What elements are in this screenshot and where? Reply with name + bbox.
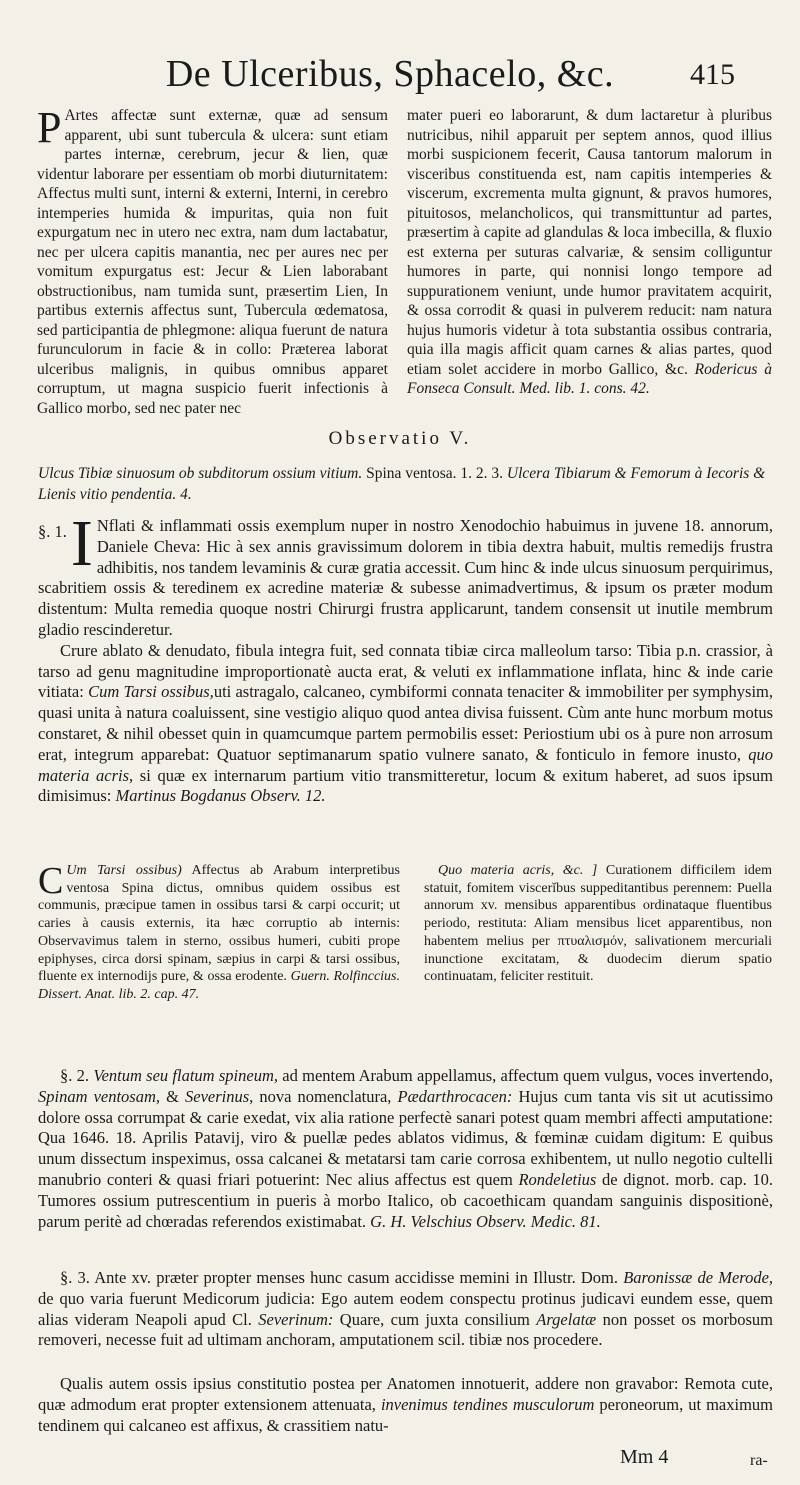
italic-run: Baronissæ de Merode,: [623, 1268, 774, 1287]
top-right-paragraph: [407, 106, 772, 399]
top-left-paragraph: [37, 103, 388, 418]
text-run: ad mentem Arabum appellamus, affectum quem vulgus, voces invertendo,: [282, 1066, 774, 1085]
section-2: [38, 1066, 773, 1232]
italic-run: invenimus tendines musculorum: [380, 1394, 595, 1414]
text-run: de quo varia fuerunt Medicorum judicia: Ego autem eodem conspectu protinus judicavi eundem esse, quem alias videram Neapoli apud Cl.: [38, 1288, 773, 1329]
drop-cap-initial: P: [37, 103, 62, 152]
note-citation: Guern. Rolfinccius. Dissert. Anat. lib. 2. cap. 47.: [38, 969, 401, 1002]
text-run: de dignot. morb. cap. 10. Tumores ossium putrescentium in pueris à morbo Italico, ob cacoethicam quandam sanguinis dispositionè, parum peritè ad chœradas referendos existimabat.: [38, 1169, 774, 1231]
note-text: Curationem difficilem idem statuit, fomitem viscerĭbus suppeditantibus perennem: Puella annorum xv. mensibus apparentibus ordinataque fluentibus periodo, restituta: Aliam mensibus licet apparentibus, non habentem melius per πτυαλισμόν, salivationem mercuriali inunctione excitatam, & duodecim dierum spatio continuatam, feliciter restituit.: [424, 863, 773, 985]
section-divider: [38, 1054, 772, 1055]
section-marker: §. 3.: [60, 1268, 90, 1287]
note-left-column: [38, 862, 400, 1004]
text-run: Crure ablato & denudato, fibula integra fuit, sed connata tibiæ circa malleolum tarso: Tibia p.n. crassior, à tarso ad genu magnitudine improportionatè aucta erat, & veluti ex inflammatione inflata, hinc & inde carie vitiata:: [38, 640, 773, 702]
italic-run: Severinum:: [258, 1309, 334, 1329]
section-4: [38, 1374, 773, 1436]
observation-heading: Observatio V.: [328, 428, 472, 449]
drop-cap-initial: C: [38, 860, 64, 902]
italic-run: Argelatæ: [536, 1309, 597, 1329]
italic-run: Spinam ventosam,: [38, 1086, 161, 1106]
top-left-column: [37, 103, 388, 418]
text-run: peroneorum, ut maximum tendinem qui calcaneo est affixus, & crassitiem natu-: [38, 1394, 773, 1435]
note-right-paragraph: [424, 862, 772, 986]
text-run: non posset os morbosum removeri, necesse fuit ad ultimam anchoram, amputationem scil. tibiæ nos procedere.: [38, 1309, 773, 1350]
note-text: Affectus ab Arabum interpretibus ventosa Spina dictus, omnibus quidem ossibus est communis, præcipue tamen in ossibus tarsi & carpi occurit; ut caries à causis externis, ita hæc corruptio ab internis: Observavimus talem in sterno, ossibus humeri, cubiti prope epiphyses, circa dorsi spinam, sæpius in carpi & tarsi ossibus, fluente ex internodijs pure, & ossa erodente.: [38, 863, 401, 985]
section-1-paragraph-1: [38, 507, 773, 641]
section-2-paragraph: [38, 1066, 773, 1232]
note-right-column: [424, 862, 772, 986]
note-lemma: Quo materia acris, &c. ]: [438, 863, 598, 878]
section-1: [38, 507, 774, 807]
section-marker: §. 1.: [38, 522, 67, 541]
text-run: Hujus cum tanta vis sit ut acutissimo dolore ossa corrumpat & carie exedat, vix alia ratione perfectè sanari potest quam membri affecti amputatione: Qua 1646. 18. Aprilis Patavij, viro & puellæ pedes ablatos vidimus, & fœminæ cuidam digitum: E quibus unum dissectum inspeximus, ossa calcanei & metatarsi tam carie corrosa exhibentem, ut nullo negotio cultelli manubrio conteri & quasi friari potuerint: Nec alius affectus est quem: [38, 1086, 774, 1189]
citation: G. H. Velschius Observ. Medic. 81.: [370, 1211, 601, 1231]
drop-cap-initial: I: [70, 507, 93, 580]
signature-mark: Mm 4: [620, 1446, 669, 1468]
text-run: Quare, cum juxta consilium: [339, 1309, 530, 1329]
catchword: ra-: [750, 1452, 768, 1469]
text-run: &: [166, 1086, 179, 1106]
summary-item-3: Ulcera Tibiarum & Femorum à Iecoris & Lienis vitio pendentia. 4.: [38, 465, 766, 503]
top-right-column: [407, 106, 772, 399]
top-right-text: mater pueri eo laborarunt, & dum lactaretur à pluribus nutricibus, nihil apparuit per septem annos, quod illius morbi suspicionem fecerit, Causa tantorum malorum in visceribus constituenda est, nam capitis intemperies & viscerum, excrementa multa gignunt, & pravos humores, pituitosos, melancholicos, qui transmittuntur ad partes, præsertim à capite ad glandulas & loca imbecilla, & fluxio est externa per suturas calvariæ, & sensim colliguntur humores in parte, qui nonnisi longo tempore ad suppurationem veniunt, unde humor pravitatem acquirit, & ossa corrodit & quasi in pulverem reducit: nam natura hujus humoris videtur à tota substantia ossibus contraria, quia illa magis afficit quam carnes & alias partes, quod etiam solet accidere in morbo Gallico, &c.: [407, 107, 772, 378]
text-run: nova nomenclatura,: [259, 1086, 392, 1106]
section-1-text: Nflati & inflammati ossis exemplum nuper in nostro Xenodochio habuimus in juvene 18. annorum, Daniele Cheva: Hic à sex annis gravissimum dolorem in tibia dextra habuit, multis remedijs frustra adhibitis, nos tandem levaminis & curæ gratia accessit. Cum hinc & inde ulcus sinuosum perquirimus, scabritiem ossis & teredinem ex acredine materiæ & subesse animadvertimus, & ipsum os præter modum distentum: Multa remedia quoque nostri Chirurgi frustra applicarunt, tandem consensit ut inutile membrum gladio rescinderetur.: [38, 516, 773, 639]
note-lemma: Um Tarsi ossibus): [66, 863, 182, 878]
italic-run: Pædarthrocacen:: [397, 1086, 513, 1106]
top-right-citation: Rodericus à Fonseca Consult. Med. lib. 1. cons. 42.: [407, 360, 772, 397]
summary-item-1: Ulcus Tibiæ sinuosum ob subditorum ossium vitium.: [38, 465, 363, 482]
italic-run: Severinus,: [185, 1086, 254, 1106]
italic-run: Ventum seu flatum spineum,: [93, 1066, 278, 1085]
italic-run: Rondeletius: [518, 1169, 597, 1189]
observation-summary: [38, 463, 773, 505]
italic-run: Cum Tarsi ossibus,: [88, 682, 214, 702]
top-left-text: Artes affectæ sunt externæ, quæ ad sensum apparent, ubi sunt tubercula & ulcera: sunt etiam partes internæ, cerebrum, jecur & lien, quæ videntur laborare per essentiam ob morbi diuturnitatem: Affectus multi sunt, interni & externi, Interni, in cerebro intemperies humida & impuritas, quia non fuit expurgatum nec in utero nec extra, nam dum lactabatur, nec per ulcera capitis manantia, nec per aures nec per vomitum expurgatus est: Jecur & Lien laborabant obstructionibus, nam tumida sunt, præsertim Lien, In partibus externis affectus sunt, Tubercula œdematosa, sed participantia de phlegmone: aliqua fuerunt de natura furunculorum in facie & in collo: Præterea laborat ulceribus malignis, in quibus omnibus apparet corruptum, ut magna suspicio fuerit infectionis à Gallico morbo, sed nec pater nec: [37, 107, 388, 417]
section-1-paragraph-2: [38, 641, 773, 807]
text-run: Qualis autem ossis ipsius constitutio postea per Anatomen innotuerit, addere non gravabor: Remota cute, quæ admodum erat propter extensionem attenuata,: [38, 1374, 773, 1414]
section-3: [38, 1268, 773, 1351]
citation: Martinus Bogdanus Observ. 12.: [115, 786, 326, 806]
running-title: De Ulceribus, Sphacelo, &c.: [165, 53, 615, 95]
section-4-paragraph: [38, 1374, 773, 1436]
section-marker: §. 2.: [60, 1066, 90, 1085]
page-number: 415: [690, 58, 735, 91]
italic-run: quo materia acris,: [38, 744, 773, 785]
text-run: Ante xv. præter propter menses hunc casum accidisse memini in Illustr. Dom.: [94, 1268, 618, 1287]
section-3-paragraph: [38, 1268, 773, 1351]
note-left-paragraph: [38, 862, 400, 1004]
text-run: si quæ ex internarum partium vitio transmitteretur, locum & exitum haberet, ad suos ipsum dimisimus:: [38, 765, 773, 806]
summary-item-2: Spina ventosa. 1. 2. 3.: [366, 465, 504, 482]
text-run: uti astragalo, calcaneo, cymbiformi connata tenaciter & immobiliter per symphysim, quasi unita à natura coaluissent, sine vestigio aliquo quod antea divisa fuissent. Cùm ante hunc morbum motus constaret, & nihil obesset quin in quamcumque partem permobilis esset: Periostium ubi os à pure non arrosum erat, integrum apparebat: Quatuor septimanarum spatio vulnere sanato, & fonticulo in femore inusto,: [38, 682, 774, 764]
